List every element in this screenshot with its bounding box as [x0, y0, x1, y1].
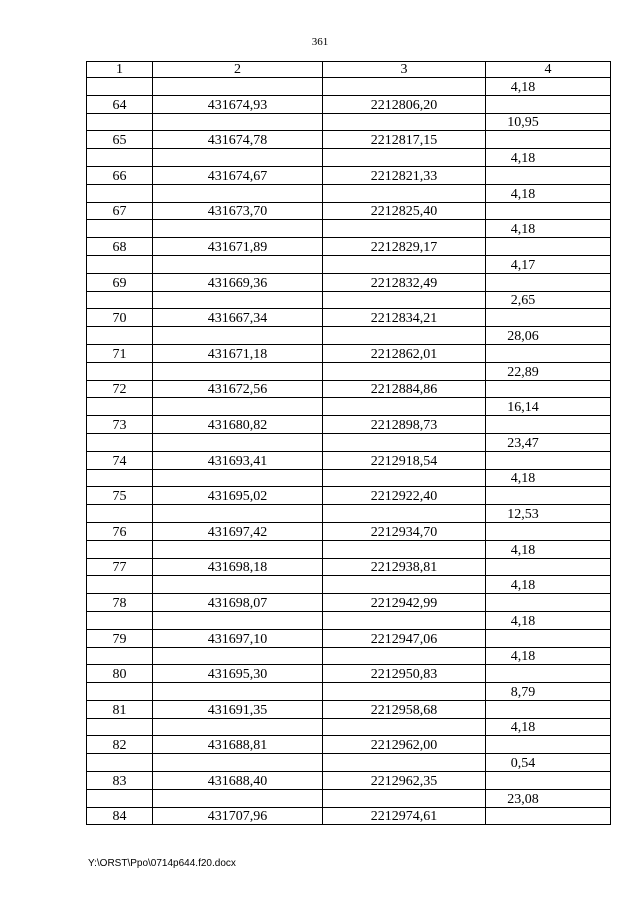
empty-cell: [153, 718, 323, 736]
point-number-cell: 77: [87, 558, 153, 576]
empty-cell: [486, 736, 611, 754]
empty-cell: [87, 683, 153, 701]
x-coordinate-cell: 431674,78: [153, 131, 323, 149]
empty-cell: [323, 255, 486, 273]
y-coordinate-cell: 2212898,73: [323, 416, 486, 434]
distance-cell: 4,18: [486, 78, 611, 96]
empty-cell: [153, 113, 323, 131]
distance-cell: 4,18: [486, 576, 611, 594]
x-coordinate-cell: 431693,41: [153, 451, 323, 469]
x-coordinate-cell: 431688,81: [153, 736, 323, 754]
empty-cell: [486, 487, 611, 505]
distance-cell: 4,18: [486, 718, 611, 736]
point-number-cell: 75: [87, 487, 153, 505]
x-coordinate-cell: 431691,35: [153, 700, 323, 718]
distance-row: [87, 469, 611, 487]
point-number-cell: 66: [87, 166, 153, 184]
distance-row: [87, 362, 611, 380]
point-row: [87, 451, 611, 469]
empty-cell: [323, 469, 486, 487]
distance-cell: 12,53: [486, 505, 611, 523]
point-number-cell: 79: [87, 629, 153, 647]
x-coordinate-cell: 431667,34: [153, 309, 323, 327]
distance-cell: 22,89: [486, 362, 611, 380]
empty-cell: [486, 451, 611, 469]
y-coordinate-cell: 2212938,81: [323, 558, 486, 576]
table-header-row: [87, 62, 611, 78]
empty-cell: [486, 166, 611, 184]
header-col-1: 1: [87, 62, 153, 78]
point-row: [87, 629, 611, 647]
distance-row: [87, 540, 611, 558]
empty-cell: [87, 327, 153, 345]
point-row: [87, 309, 611, 327]
point-number-cell: 81: [87, 700, 153, 718]
x-coordinate-cell: 431671,18: [153, 344, 323, 362]
point-row: [87, 665, 611, 683]
y-coordinate-cell: 2212829,17: [323, 238, 486, 256]
distance-cell: 4,17: [486, 255, 611, 273]
empty-cell: [486, 238, 611, 256]
point-row: [87, 807, 611, 825]
empty-cell: [153, 505, 323, 523]
empty-cell: [87, 113, 153, 131]
x-coordinate-cell: 431698,07: [153, 594, 323, 612]
distance-row: [87, 611, 611, 629]
distance-row: [87, 683, 611, 701]
empty-cell: [486, 665, 611, 683]
y-coordinate-cell: 2212934,70: [323, 522, 486, 540]
empty-cell: [153, 647, 323, 665]
distance-cell: 4,18: [486, 611, 611, 629]
distance-row: [87, 255, 611, 273]
distance-cell: 23,47: [486, 433, 611, 451]
empty-cell: [153, 540, 323, 558]
empty-cell: [87, 505, 153, 523]
empty-cell: [323, 184, 486, 202]
point-row: [87, 166, 611, 184]
empty-cell: [486, 629, 611, 647]
distance-row: [87, 220, 611, 238]
empty-cell: [153, 683, 323, 701]
point-row: [87, 736, 611, 754]
empty-cell: [153, 291, 323, 309]
empty-cell: [323, 220, 486, 238]
empty-cell: [486, 380, 611, 398]
y-coordinate-cell: 2212806,20: [323, 95, 486, 113]
x-coordinate-cell: 431673,70: [153, 202, 323, 220]
empty-cell: [323, 398, 486, 416]
distance-row: [87, 184, 611, 202]
empty-cell: [486, 558, 611, 576]
empty-cell: [323, 789, 486, 807]
empty-cell: [486, 416, 611, 434]
y-coordinate-cell: 2212974,61: [323, 807, 486, 825]
distance-row: [87, 505, 611, 523]
empty-cell: [323, 611, 486, 629]
point-row: [87, 273, 611, 291]
y-coordinate-cell: 2212962,35: [323, 772, 486, 790]
x-coordinate-cell: 431680,82: [153, 416, 323, 434]
distance-row: [87, 576, 611, 594]
empty-cell: [87, 78, 153, 96]
empty-cell: [486, 95, 611, 113]
point-row: [87, 594, 611, 612]
x-coordinate-cell: 431671,89: [153, 238, 323, 256]
distance-cell: 0,54: [486, 754, 611, 772]
empty-cell: [323, 683, 486, 701]
empty-cell: [323, 647, 486, 665]
empty-cell: [153, 78, 323, 96]
distance-cell: 2,65: [486, 291, 611, 309]
distance-cell: 4,18: [486, 149, 611, 167]
y-coordinate-cell: 2212884,86: [323, 380, 486, 398]
point-number-cell: 65: [87, 131, 153, 149]
empty-cell: [486, 807, 611, 825]
empty-cell: [153, 754, 323, 772]
y-coordinate-cell: 2212962,00: [323, 736, 486, 754]
empty-cell: [153, 433, 323, 451]
empty-cell: [87, 540, 153, 558]
distance-row: [87, 789, 611, 807]
y-coordinate-cell: 2212834,21: [323, 309, 486, 327]
y-coordinate-cell: 2212922,40: [323, 487, 486, 505]
point-row: [87, 700, 611, 718]
empty-cell: [87, 718, 153, 736]
point-number-cell: 84: [87, 807, 153, 825]
empty-cell: [153, 184, 323, 202]
empty-cell: [87, 433, 153, 451]
x-coordinate-cell: 431688,40: [153, 772, 323, 790]
point-number-cell: 71: [87, 344, 153, 362]
header-col-3: 3: [323, 62, 486, 78]
point-row: [87, 202, 611, 220]
point-number-cell: 64: [87, 95, 153, 113]
point-row: [87, 238, 611, 256]
distance-row: [87, 647, 611, 665]
empty-cell: [87, 362, 153, 380]
y-coordinate-cell: 2212950,83: [323, 665, 486, 683]
x-coordinate-cell: 431697,42: [153, 522, 323, 540]
empty-cell: [323, 149, 486, 167]
distance-cell: 4,18: [486, 469, 611, 487]
x-coordinate-cell: 431669,36: [153, 273, 323, 291]
y-coordinate-cell: 2212817,15: [323, 131, 486, 149]
distance-cell: 28,06: [486, 327, 611, 345]
header-col-4: 4: [486, 62, 611, 78]
empty-cell: [153, 220, 323, 238]
point-number-cell: 80: [87, 665, 153, 683]
point-number-cell: 72: [87, 380, 153, 398]
distance-row: [87, 291, 611, 309]
point-row: [87, 522, 611, 540]
point-number-cell: 78: [87, 594, 153, 612]
empty-cell: [87, 255, 153, 273]
empty-cell: [486, 594, 611, 612]
y-coordinate-cell: 2212942,99: [323, 594, 486, 612]
empty-cell: [87, 149, 153, 167]
x-coordinate-cell: 431695,30: [153, 665, 323, 683]
point-row: [87, 380, 611, 398]
empty-cell: [323, 540, 486, 558]
empty-cell: [153, 362, 323, 380]
empty-cell: [153, 149, 323, 167]
empty-cell: [87, 754, 153, 772]
x-coordinate-cell: 431707,96: [153, 807, 323, 825]
empty-cell: [87, 398, 153, 416]
coordinates-table: [86, 61, 611, 825]
empty-cell: [486, 522, 611, 540]
file-path-footer: Y:\ORST\Ppo\0714p644.f20.docx: [88, 858, 236, 869]
distance-cell: 16,14: [486, 398, 611, 416]
distance-cell: 4,18: [486, 540, 611, 558]
distance-cell: 10,95: [486, 113, 611, 131]
empty-cell: [486, 309, 611, 327]
empty-cell: [153, 327, 323, 345]
empty-cell: [486, 273, 611, 291]
y-coordinate-cell: 2212947,06: [323, 629, 486, 647]
y-coordinate-cell: 2212958,68: [323, 700, 486, 718]
distance-row: [87, 149, 611, 167]
distance-cell: 4,18: [486, 184, 611, 202]
point-row: [87, 558, 611, 576]
point-number-cell: 70: [87, 309, 153, 327]
empty-cell: [323, 754, 486, 772]
empty-cell: [323, 327, 486, 345]
point-row: [87, 344, 611, 362]
distance-cell: 8,79: [486, 683, 611, 701]
point-number-cell: 74: [87, 451, 153, 469]
distance-cell: 23,08: [486, 789, 611, 807]
empty-cell: [323, 433, 486, 451]
empty-cell: [486, 344, 611, 362]
empty-cell: [323, 505, 486, 523]
distance-row: [87, 113, 611, 131]
x-coordinate-cell: 431695,02: [153, 487, 323, 505]
empty-cell: [87, 647, 153, 665]
empty-cell: [153, 469, 323, 487]
empty-cell: [486, 131, 611, 149]
point-number-cell: 83: [87, 772, 153, 790]
distance-row: [87, 398, 611, 416]
x-coordinate-cell: 431674,67: [153, 166, 323, 184]
point-row: [87, 772, 611, 790]
empty-cell: [323, 291, 486, 309]
x-coordinate-cell: 431672,56: [153, 380, 323, 398]
point-number-cell: 69: [87, 273, 153, 291]
empty-cell: [153, 789, 323, 807]
point-row: [87, 487, 611, 505]
y-coordinate-cell: 2212918,54: [323, 451, 486, 469]
point-row: [87, 95, 611, 113]
distance-row: [87, 718, 611, 736]
empty-cell: [153, 576, 323, 594]
empty-cell: [87, 291, 153, 309]
empty-cell: [486, 202, 611, 220]
y-coordinate-cell: 2212862,01: [323, 344, 486, 362]
empty-cell: [87, 220, 153, 238]
distance-row: [87, 754, 611, 772]
empty-cell: [323, 576, 486, 594]
x-coordinate-cell: 431698,18: [153, 558, 323, 576]
empty-cell: [87, 184, 153, 202]
distance-cell: 4,18: [486, 220, 611, 238]
empty-cell: [323, 113, 486, 131]
empty-cell: [323, 362, 486, 380]
empty-cell: [323, 718, 486, 736]
empty-cell: [153, 611, 323, 629]
point-number-cell: 76: [87, 522, 153, 540]
point-number-cell: 73: [87, 416, 153, 434]
point-row: [87, 416, 611, 434]
distance-cell: 4,18: [486, 647, 611, 665]
empty-cell: [87, 576, 153, 594]
distance-row: [87, 433, 611, 451]
empty-cell: [87, 469, 153, 487]
header-col-2: 2: [153, 62, 323, 78]
page-number: 361: [311, 36, 329, 48]
distance-row: [87, 78, 611, 96]
distance-row: [87, 327, 611, 345]
point-number-cell: 67: [87, 202, 153, 220]
point-row: [87, 131, 611, 149]
empty-cell: [87, 611, 153, 629]
empty-cell: [153, 398, 323, 416]
empty-cell: [486, 700, 611, 718]
empty-cell: [323, 78, 486, 96]
point-number-cell: 82: [87, 736, 153, 754]
y-coordinate-cell: 2212825,40: [323, 202, 486, 220]
x-coordinate-cell: 431674,93: [153, 95, 323, 113]
point-number-cell: 68: [87, 238, 153, 256]
empty-cell: [153, 255, 323, 273]
y-coordinate-cell: 2212832,49: [323, 273, 486, 291]
empty-cell: [486, 772, 611, 790]
empty-cell: [87, 789, 153, 807]
y-coordinate-cell: 2212821,33: [323, 166, 486, 184]
x-coordinate-cell: 431697,10: [153, 629, 323, 647]
